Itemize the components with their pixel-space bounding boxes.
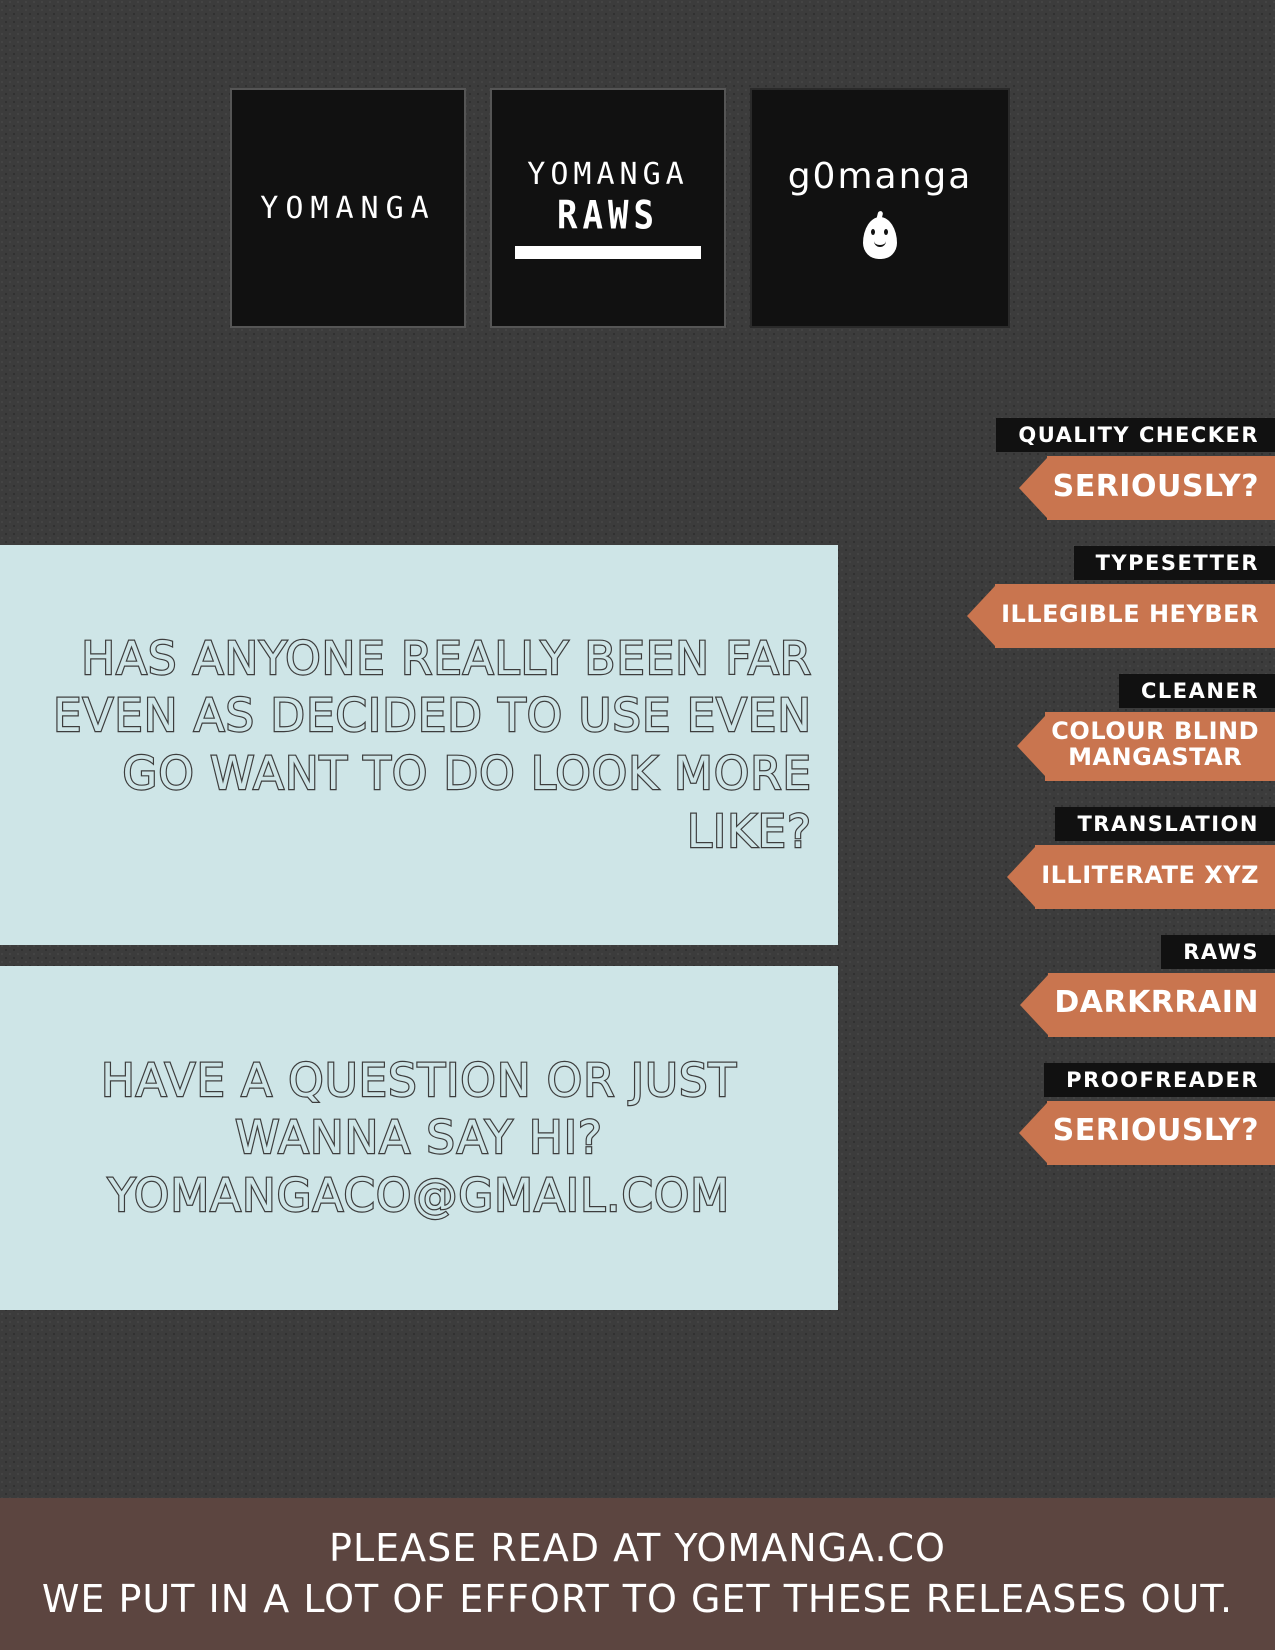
yomanga-raws-logo-line1: YOMANGA: [527, 157, 689, 192]
footer-read-line: PLEASE READ AT YOMANGA.CO: [329, 1525, 946, 1570]
message-line: LIKE?: [686, 804, 812, 858]
message-panel-quote: [0, 545, 838, 945]
credit-name-wrap: [1017, 712, 1275, 781]
credit-name-wrap: [1020, 973, 1275, 1037]
credit-proofreader: [875, 1063, 1275, 1165]
credit-role-label: QUALITY CHECKER: [996, 418, 1275, 452]
credit-role-label: RAWS: [1161, 935, 1275, 969]
credit-role-label: CLEANER: [1119, 674, 1275, 708]
credit-name-value: [1045, 712, 1275, 781]
credit-name-wrap: [1019, 1101, 1275, 1165]
footer-effort-line: WE PUT IN A LOT OF EFFORT TO GET THESE RELEASES OUT.: [41, 1577, 1234, 1621]
credit-translation: [875, 807, 1275, 909]
credits-list: [875, 418, 1275, 1191]
mascot-mouth: [874, 238, 886, 247]
gomanga-logo: [750, 88, 1010, 328]
contact-email: YOMANGACO@GMAIL.COM: [107, 1168, 731, 1222]
mascot-eye-left: [871, 229, 875, 235]
credit-name-wrap: [1007, 845, 1275, 909]
credit-name-value: DARKRRAIN: [1048, 973, 1275, 1037]
gomanga-logo-text: g0manga: [787, 155, 973, 197]
message-line: HAS ANYONE REALLY BEEN FAR: [81, 631, 812, 685]
message-line: GO WANT TO DO LOOK MORE: [122, 747, 812, 800]
logo-strip: [230, 88, 1010, 328]
message-line: HAVE A QUESTION OR JUST: [100, 1053, 738, 1107]
credit-name-line2: MANGASTAR: [1068, 743, 1243, 772]
credit-name-wrap: [1019, 456, 1275, 520]
credit-role-label: PROOFREADER: [1044, 1063, 1275, 1097]
credit-role-label: TRANSLATION: [1055, 807, 1275, 841]
mascot-icon: [860, 211, 900, 261]
mascot-eye-right: [884, 229, 888, 235]
credit-raws: [875, 935, 1275, 1037]
arrow-left-icon: [1017, 716, 1045, 776]
credit-name-value: SERIOUSLY?: [1047, 456, 1275, 520]
yomanga-raws-logo: [490, 88, 726, 328]
arrow-left-icon: [1020, 975, 1048, 1035]
yomanga-raws-logo-line2: RAWS: [557, 193, 659, 239]
message-line: WANNA SAY HI?: [235, 1111, 603, 1165]
credit-quality-checker: [875, 418, 1275, 520]
arrow-left-icon: [1007, 847, 1035, 907]
credit-role-label: TYPESETTER: [1074, 546, 1275, 580]
credit-name-value: ILLEGIBLE HEYBER: [995, 584, 1275, 648]
yomanga-logo-text: YOMANGA: [260, 190, 436, 226]
credit-typesetter: [875, 546, 1275, 648]
arrow-left-icon: [1019, 458, 1047, 518]
arrow-left-icon: [967, 586, 995, 646]
credit-name-value: ILLITERATE XYZ: [1035, 845, 1275, 909]
arrow-left-icon: [1019, 1103, 1047, 1163]
yomanga-logo: [230, 88, 466, 328]
yomanga-raws-logo-underline: [515, 246, 701, 259]
credit-cleaner: [875, 674, 1275, 781]
message-panel-contact: [0, 966, 838, 1310]
footer-banner: [0, 1498, 1275, 1650]
credit-name-value: SERIOUSLY?: [1047, 1101, 1275, 1165]
credit-name-wrap: [967, 584, 1275, 648]
message-line: EVEN AS DECIDED TO USE EVEN: [53, 689, 812, 743]
credit-name-line1: COLOUR BLIND: [1051, 717, 1259, 745]
